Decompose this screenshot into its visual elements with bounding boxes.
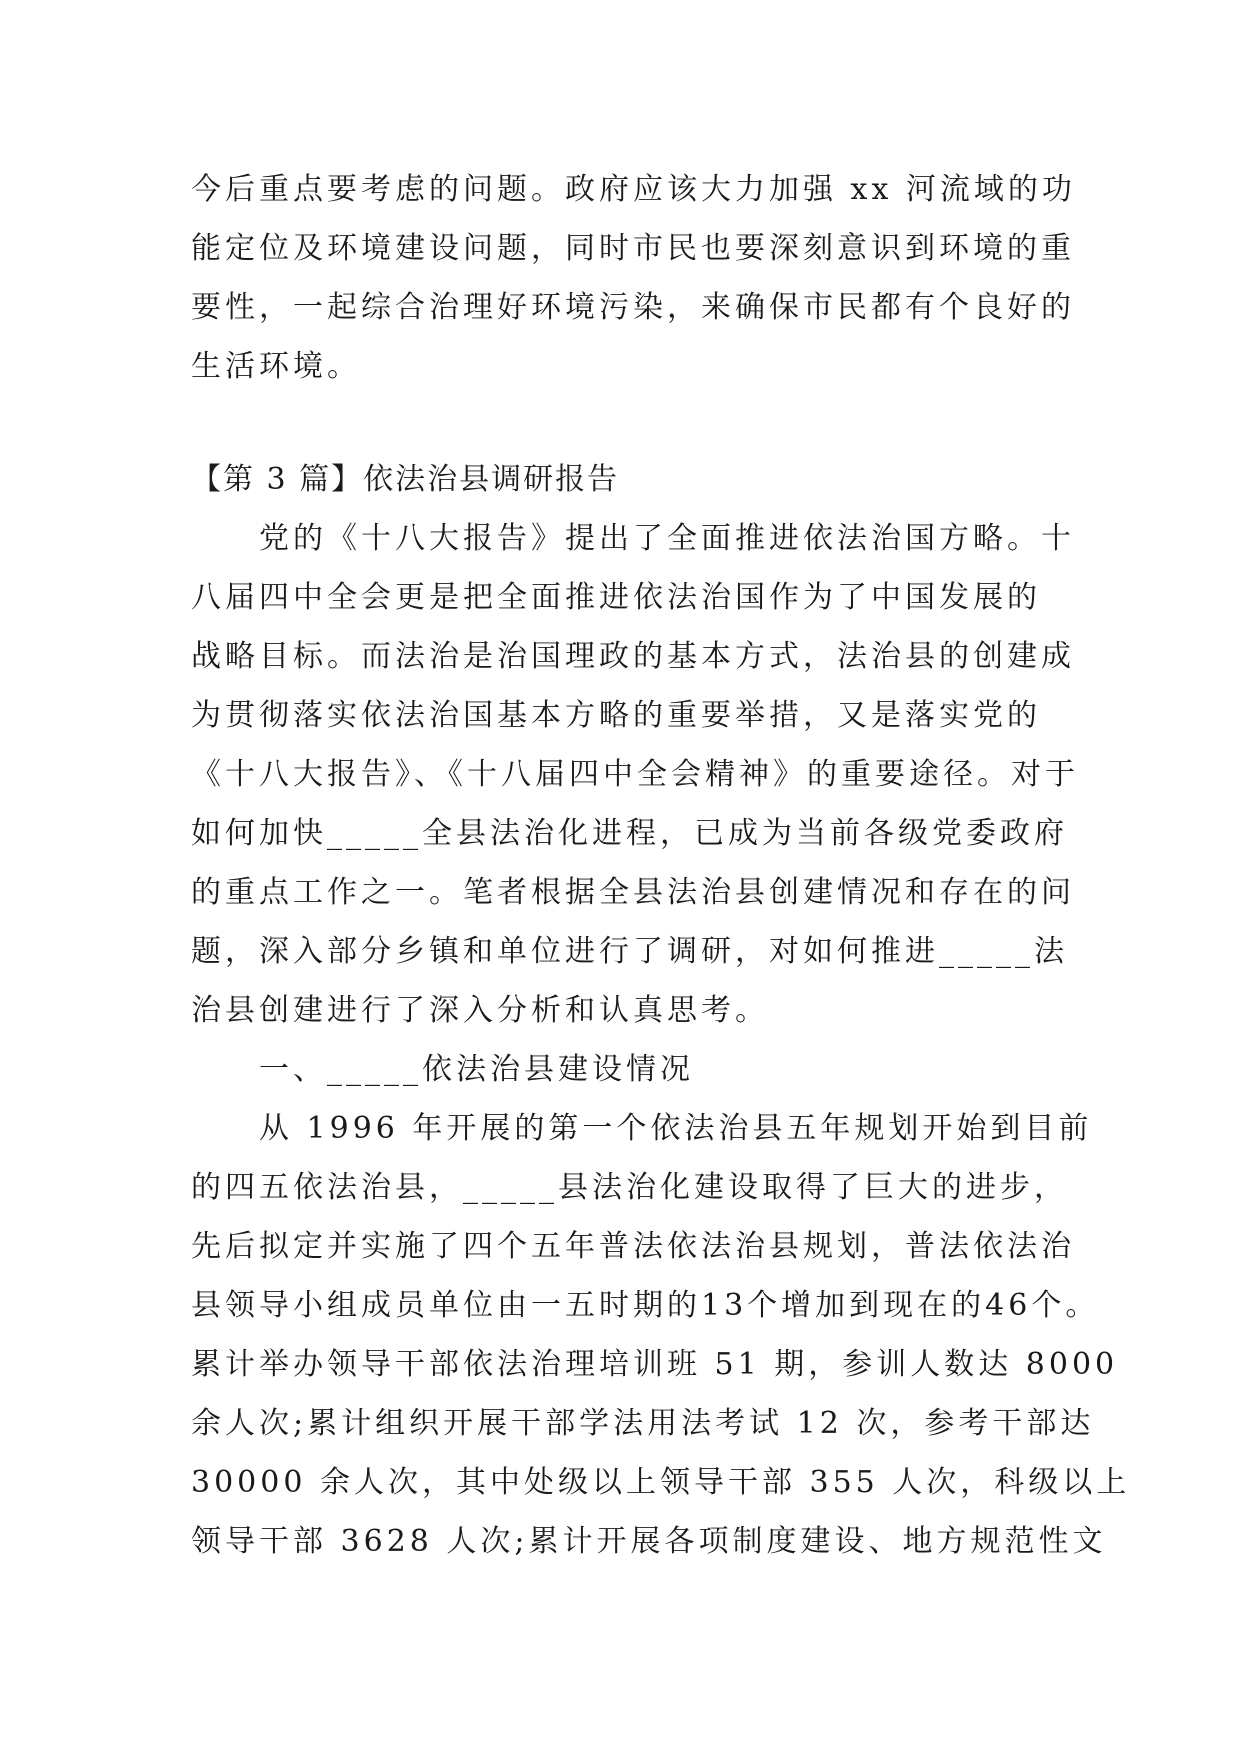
- text-line: 从 1996 年开展的第一个依法治县五年规划开始到目前: [191, 1111, 1093, 1146]
- text-line: 如何加快_____全县法治化进程，已成为当前各级党委政府: [191, 816, 1068, 851]
- text-line: 今后重点要考虑的问题。政府应该大力加强 xx 河流域的功: [191, 172, 1076, 207]
- text-line: 战略目标。而法治是治国理政的基本方式，法治县的创建成: [191, 639, 1075, 674]
- text-line: 30000 余人次，其中处级以上领导干部 355 人次，科级以上: [191, 1465, 1131, 1500]
- body-paragraph: [191, 1099, 1131, 1571]
- text-line: 先后拟定并实施了四个五年普法依法治县规划，普法依法治: [191, 1229, 1075, 1264]
- text-line: 为贯彻落实依法治国基本方略的重要举措，又是落实党的: [191, 698, 1041, 733]
- text-line: 县领导小组成员单位由一五时期的13个增加到现在的46个。: [191, 1288, 1100, 1323]
- text-line: 题，深入部分乡镇和单位进行了调研，对如何推进_____法: [191, 934, 1068, 969]
- section-title: 一、_____依法治县建设情况: [191, 1052, 694, 1087]
- intro-paragraph: [191, 509, 1079, 1040]
- text-line: 的重点工作之一。笔者根据全县法治县创建情况和存在的问: [191, 875, 1075, 910]
- text-line: 要性，一起综合治理好环境污染，来确保市民都有个良好的: [191, 290, 1075, 325]
- text-line: 《十八大报告》、《十八届四中全会精神》的重要途径。对于: [191, 757, 1079, 792]
- article-heading: 【第 3 篇】依法治县调研报告: [191, 462, 620, 497]
- article-section: [191, 450, 1131, 1571]
- text-line: 累计举办领导干部依法治理培训班 51 期，参训人数达 8000: [191, 1347, 1119, 1382]
- text-line: 能定位及环境建设问题，同时市民也要深刻意识到环境的重: [191, 231, 1075, 266]
- text-line: 党的《十八大报告》提出了全面推进依法治国方略。十: [191, 521, 1075, 556]
- text-line: 余人次;累计组织开展干部学法用法考试 12 次，参考干部达: [191, 1406, 1095, 1441]
- text-line: 的四五依法治县，_____县法治化建设取得了巨大的进步，: [191, 1170, 1068, 1205]
- text-line: 八届四中全会更是把全面推进依法治国作为了中国发展的: [191, 580, 1041, 615]
- text-line: 领导干部 3628 人次;累计开展各项制度建设、地方规范性文: [191, 1524, 1107, 1559]
- continuation-paragraph: [191, 160, 1076, 396]
- text-line: 生活环境。: [191, 349, 361, 384]
- text-line: 治县创建进行了深入分析和认真思考。: [191, 993, 769, 1028]
